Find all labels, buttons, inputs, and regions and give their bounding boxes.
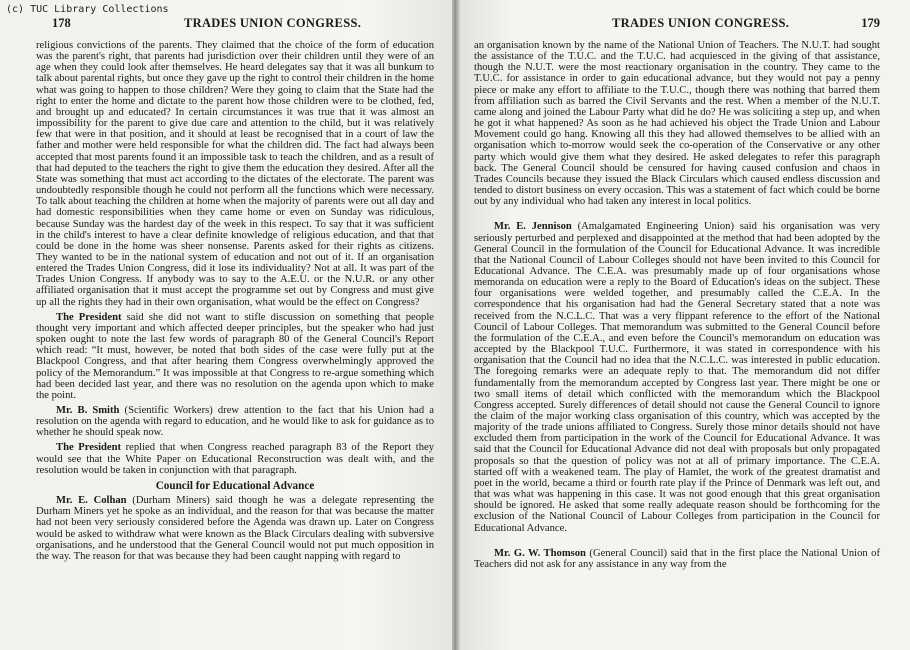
- right-page-number: 179: [861, 16, 880, 30]
- paragraph-text: (General Council) said that in the first place the National Union of Teachers did not ask for any assistance in any way from the: [474, 547, 880, 570]
- right-page: [460, 0, 910, 650]
- speaker-name: Mr. E. Colhan: [56, 495, 127, 507]
- right-page-header: [474, 0, 880, 40]
- left-page: [0, 0, 452, 650]
- paragraph: [36, 495, 434, 562]
- library-watermark: (c) TUC Library Collections: [6, 4, 169, 15]
- left-page-body: [36, 40, 434, 562]
- paragraph: religious convictions of the parents. They claimed that the choice of the form of education was the parent's right, that parents had jurisdiction over their children until they were of an age when they could look after themselves. He heard delegates say that it was all bunkum to talk about parental rights, but once they gave up the right to control their children in the home what was going to happen to those children? Were they going to claim that the State had the right to enter the home and dictate to the parent how those children were to be clothed, fed, and brought up and educated? In certain circumstances it was true that it was almost an impossibility for the parent to give due care and attention to the child, but it was relatively few that were in that position, and it should at least be recognised that in a court of law the father and mother were held responsible for what the children did. The fact had always been accepted that most parents found it an impossible task to teach the children, and as a result of that had deputed to the teachers the right to give them the education they desired. After all the State was something that must act according to the dictates of the electorate. The parent was undoubtedly responsible though he could not perform all the functions which were necessary. To talk about teaching the children at home when the majority of parents were out all day and had domestic responsibilities when they came home or even on Sunday was ridiculous, because Sunday was the hardest day of the week in this respect. To say that it was sufficient in the child's interest to have a clear definite knowledge of religious education, and that that could be done in the home was sheer nonsense. Parents asked for their rights as citizens. They wanted to be in the national system of education and not out of it. If an organisation entered the Trades Union Congress, did it lose its individuality? Not at all. It was part of the Trades Union Congress. If anybody was to say to the A.E.U. or the N.U.R. or any other affiliated organisation that it must accept the programme set out by Congress and must give up all the rights they had in their own organisation, what would be the effect on Congress?: [36, 40, 434, 308]
- paragraph-text: (Amalgamated Engineering Union) said his organisation was very seriously perturbed and perplexed and disappointed at the method that had been adopted by the General Council in the formulation of the Council for Educational Advance. It was incredible that the National Council of Labour Colleges should not have been invited to this Council for Educational Advance. The C.E.A. was presumably made up of four organisations whose memoranda on education were a reply to the Board of Education's ideas on the subject. These four organisations were welded together, and presumably called the C.E.A. In the correspondence that his organisation had had the General Secretary stated that a note was received from the N.C.L.C. That was a very flippant reference to the effort of the National Council of Labour Colleges. That memorandum was submitted to the General Council before the formulation of the C.E.A., and even before the Council's memorandum on education was accepted by the Blackpool T.U.C. Furthermore, it was stated in correspondence with his organisation that the Council had no idea that the N.C.L.C. was interested in public education. The foregoing remarks were an adequate reply to that. The memorandum did not differ fundamentally from the memorandum accepted by Congress last year. There might be one or two small items of detail which conflicted with the memorandum which the Blackpool Congress accepted. Surely differences of detail should not cause the General Council to ignore the claim of the major working class organisation of this country, which was accepted by the majority of the trade unions affiliated to Congress. Surely those minor details should not have excluded them from participation in the work of the Council for Educational Advance. It was said that the Council for Educational Advance did not deal with proposals but only propagated proposals so that the question of policy was not at all of primary importance. The C.E.A. started off with a weakened team. The play of Hamlet, the work of the greatest dramatist and poet in the world, became a third or fourth rate play if the Prince of Denmark was left out, and that was what was happening in this case. It was not good enough that this great organisation should be ignored. He asked that some really adequate reason should be forthcoming for the exclusion of the National Council of Labour Colleges from participation in the Council for Educational Advance.: [474, 221, 880, 534]
- speaker-name: Mr. B. Smith: [56, 405, 120, 416]
- paragraph: [474, 221, 880, 533]
- paragraph: [36, 442, 434, 475]
- section-subheading: Council for Educational Advance: [155, 479, 315, 492]
- paragraph-text: replied that when Congress reached paragraph 83 of the Report they would see that the White Paper on Educational Reconstruction was dealt with, and the resolution would be taken in conjunction with that paragraph.: [36, 442, 434, 476]
- paragraph-text: (Durham Miners) said though he was a delegate representing the Durham Miners yet he spoke as an individual, and the reason for that was because the matter had not been very seriously considered before the Agenda was drawn up. Later on Congress would be asked to withdraw what were known as the Black Circulars dealing with subversive organisations, and he understood that the General Council would not put much opposition in the way. The reason for that was because they had been caught napping with regard to: [36, 495, 434, 562]
- left-running-head: TRADES UNION CONGRESS.: [184, 16, 362, 30]
- speaker-name: The President: [56, 442, 122, 454]
- right-running-head: TRADES UNION CONGRESS.: [612, 16, 790, 30]
- paragraph-text: said she did not want to stifle discussion on something that people thought very important and which affected deeper principles, but the speaker who had just spoken ought to note the last few words of paragraph 80 of the General Council's Report which read: “It must, however, be noted that both sides of the case were fully put at the Blackpool Congress, and that after hearing them Congress overwhelmingly approved the policy of the Memorandum.” It was impossible at that Congress to re-argue something which had been decided last year, and there was no resolution on the agenda upon which to make the point.: [36, 311, 434, 401]
- left-page-number: 178: [52, 16, 71, 30]
- speaker-name: Mr. G. W. Thomson: [494, 547, 586, 559]
- paragraph: [474, 548, 880, 570]
- speaker-name: The President: [56, 311, 122, 323]
- paragraph: [36, 312, 434, 401]
- paragraph: [36, 405, 434, 438]
- right-page-body: [474, 40, 880, 570]
- book-gutter: [452, 0, 460, 650]
- paragraph: an organisation known by the name of the National Union of Teachers. The N.U.T. had sought the assistance of the T.U.C. and the T.U.C. had acquiesced in the giving of that assistance, though the N.U.T. were the most reactionary organisation in the country. They came to the T.U.C. for assistance in order to gain educational advance, but they would not pay a penny piece or make any effort to affiliate to the T.U.C., though there was nothing that barred them from affiliation such as barred the Civil Servants and the rest. When a member of the N.U.T. came along and joined the Labour Party what did he do? He was soliciting a step up, and when he got it what happened? As soon as he had achieved his object the Trade Union and Labour Movement could go hang. Knowing all this they had allowed themselves to be allied with an organisation which to-morrow would seek the co-operation of the Conservative or any other party which would give them what they desired. He asked delegates to refer this paragraph back. The General Council should be censured for having caused confusion and chaos in Trades Councils because they issued the Black Circulars which caused endless discussion and tended to distort business on every occasion. This was a statement of fact which could be borne out by any individual who had taken any interest in local politics.: [474, 40, 880, 208]
- speaker-name: Mr. E. Jennison: [494, 221, 572, 233]
- paragraph-text: (Scientific Workers) drew attention to the fact that his Union had a resolution on the agenda with regard to education, and he would like to ask for guidance as to whether he should speak now.: [36, 405, 434, 439]
